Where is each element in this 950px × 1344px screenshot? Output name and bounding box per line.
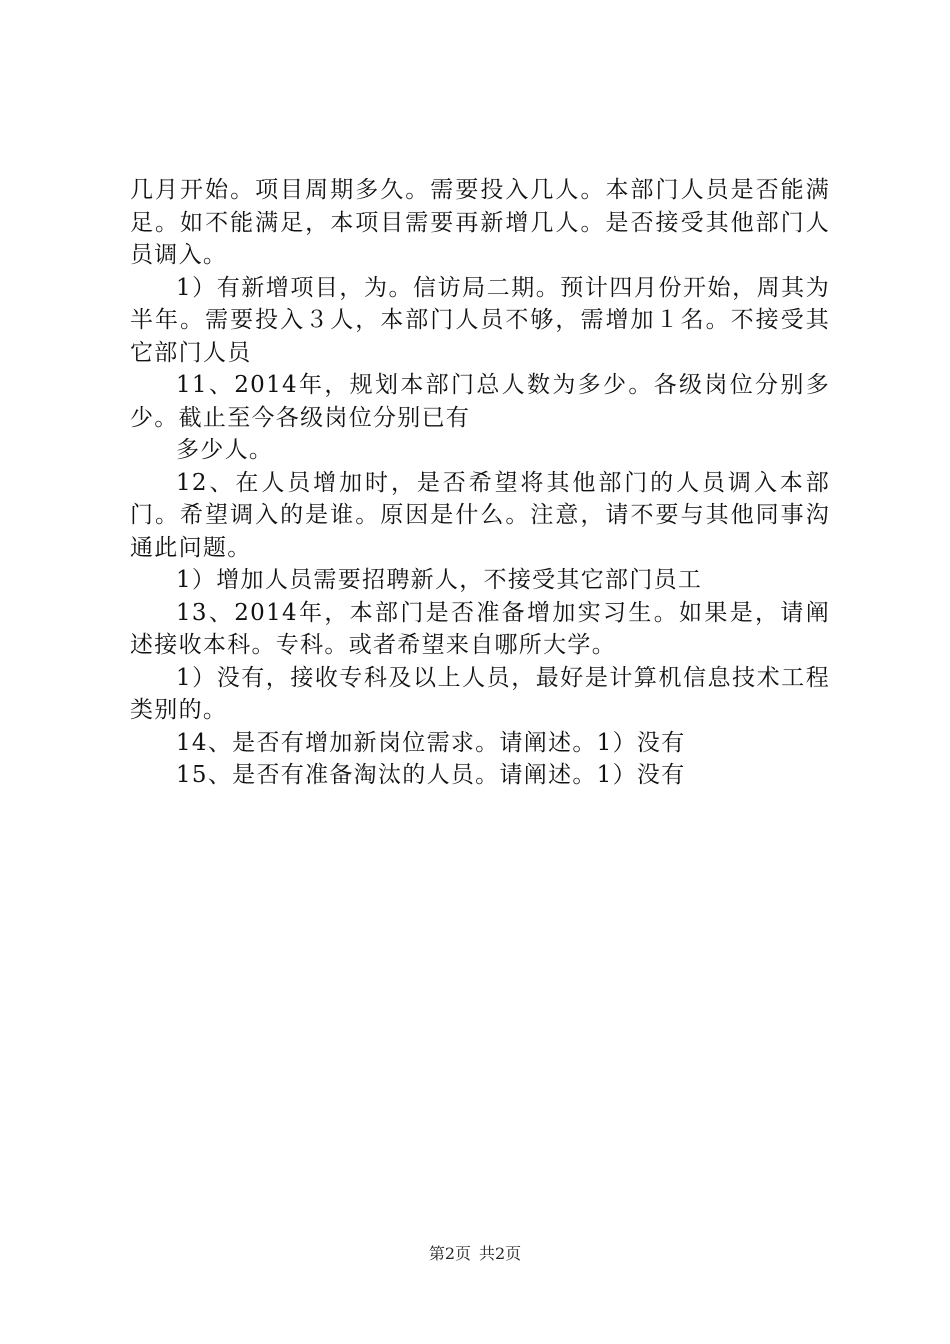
paragraph-question-11: 11、2014年，规划本部门总人数为多少。各级岗位分别多少。截止至今各级岗位分别已有 bbox=[130, 372, 830, 431]
paragraph-question-14: 14、是否有增加新岗位需求。请阐述。1）没有 bbox=[176, 729, 686, 756]
paragraph-question-15: 15、是否有准备淘汰的人员。请阐述。1）没有 bbox=[176, 762, 686, 788]
paragraph-answer-new-project: 1）有新增项目，为。信访局二期。预计四月份开始，周其为半年。需要投入３人，本部门人员不够，需增加１名。不接受其它部门人员 bbox=[130, 274, 830, 366]
page-total: 共2页 bbox=[479, 1244, 522, 1263]
paragraph-question-12: 12、在人员增加时，是否希望将其他部门的人员调入本部门。希望调入的是谁。原因是什么。注意，请不要与其他同事沟通此问题。 bbox=[130, 469, 830, 561]
document-body bbox=[130, 174, 830, 792]
paragraph-answer-12: 1）增加人员需要招聘新人，不接受其它部门员工 bbox=[176, 567, 703, 593]
page-footer bbox=[0, 1243, 950, 1265]
paragraph-answer-13: 1）没有，接收专科及以上人员，最好是计算机信息技术工程类别的。 bbox=[130, 664, 830, 723]
paragraph-continuation: 几月开始。项目周期多久。需要投入几人。本部门人员是否能满足。如不能满足，本项目需要再新增几人。是否接受其他部门人员调入。 bbox=[130, 177, 830, 268]
paragraph-question-13: 13、2014年，本部门是否准备增加实习生。如果是，请阐述接收本科。专科。或者希望来自哪所大学。 bbox=[130, 599, 830, 658]
paragraph-question-11-continued: 多少人。 bbox=[176, 437, 274, 463]
page-number: 第2页 bbox=[428, 1244, 471, 1263]
